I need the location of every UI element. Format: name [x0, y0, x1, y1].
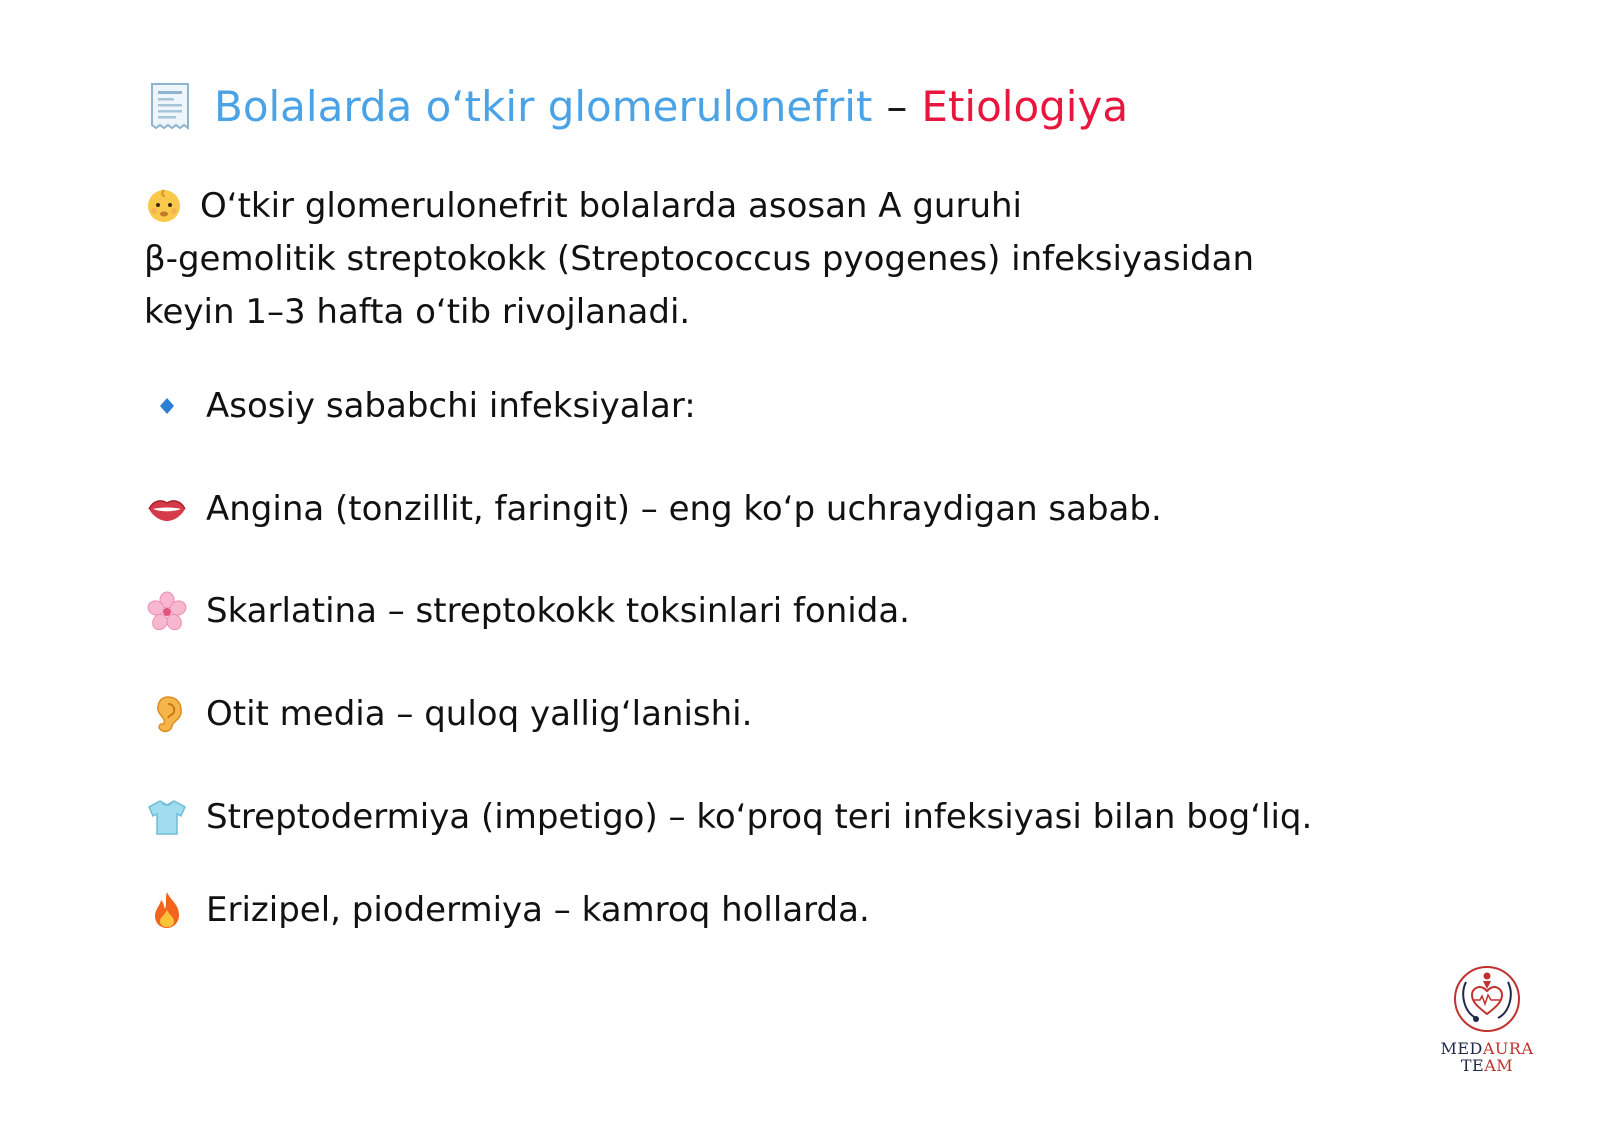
- section-heading-text: Asosiy sababchi infeksiyalar:: [206, 386, 696, 426]
- cause-text: Streptodermiya (impetigo) – ko‘proq teri infeksiyasi bilan bog‘liq.: [206, 797, 1313, 837]
- page-title: [148, 76, 1128, 136]
- intro-paragraph: [144, 180, 1504, 339]
- intro-line-3: keyin 1–3 hafta o‘tib rivojlanadi.: [144, 292, 691, 332]
- medaura-team-logo: [1432, 962, 1542, 1082]
- mouth-lips-icon: [146, 488, 188, 530]
- section-heading: [146, 378, 696, 434]
- baby-face-icon: [144, 184, 184, 224]
- title-separator: –: [886, 81, 908, 131]
- title-accent-text: Etiologiya: [921, 81, 1129, 131]
- intro-text-1: O‘tkir glomerulonefrit bolalarda asosan A guruhi: [200, 186, 1022, 226]
- receipt-document-icon: [148, 80, 192, 132]
- cause-text: Angina (tonzillit, faringit) – eng ko‘p uchraydigan sabab.: [206, 489, 1162, 529]
- cherry-blossom-icon: [146, 590, 188, 632]
- logo-aura: AURA: [1482, 1039, 1534, 1058]
- logo-text: [1432, 1040, 1542, 1074]
- title-main-text: Bolalarda o‘tkir glomerulonefrit: [214, 81, 873, 131]
- logo-am: AM: [1484, 1056, 1514, 1075]
- intro-line-1: [144, 180, 1504, 233]
- list-item: [146, 481, 1162, 537]
- logo-te: TE: [1460, 1056, 1485, 1075]
- intro-line-2: β-gemolitik streptokokk (Streptococcus pyogenes) infeksiyasidan: [144, 239, 1254, 279]
- list-item: [146, 686, 752, 742]
- logo-med: MED: [1440, 1039, 1483, 1058]
- medaura-logo-icon: [1448, 962, 1526, 1040]
- cause-text: Erizipel, piodermiya – kamroq hollarda.: [206, 890, 870, 930]
- blue-diamond-icon: [146, 385, 188, 427]
- t-shirt-icon: [146, 796, 188, 838]
- list-item: [146, 789, 1312, 845]
- list-item: [146, 583, 910, 639]
- ear-icon: [146, 693, 188, 735]
- list-item: [146, 882, 870, 938]
- fire-icon: [146, 889, 188, 931]
- cause-text: Skarlatina – streptokokk toksinlari fonida.: [206, 591, 910, 631]
- cause-text: Otit media – quloq yallig‘lanishi.: [206, 694, 753, 734]
